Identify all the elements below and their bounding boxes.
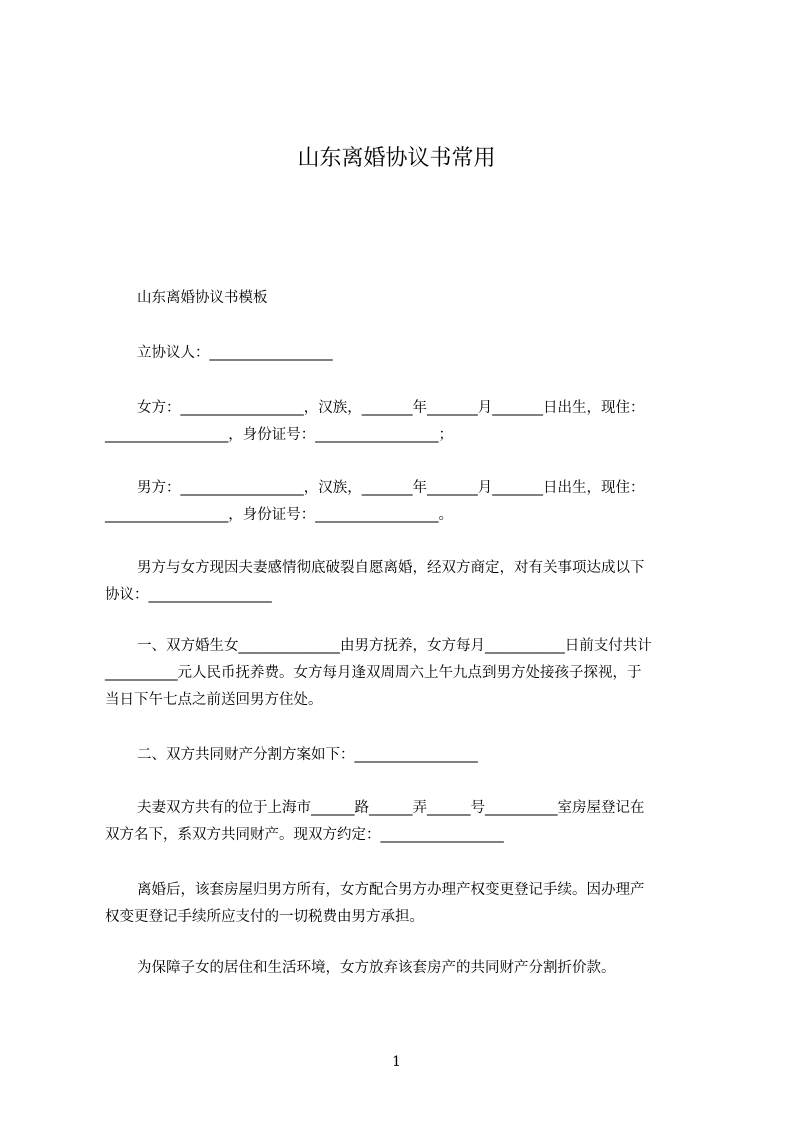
paragraph-agreement-intro [105, 555, 705, 609]
paragraph-line: 男方：_________________，汉族，_______年_______月_______日出生，现住： [137, 480, 645, 496]
paragraph-line: 离婚后，该套房屋归男方所有，女方配合男方办理产权变更登记手续。因办理产 [137, 882, 645, 898]
paragraph-line: 男方与女方现因夫妻感情彻底破裂自愿离婚，经双方商定，对有关事项达成以下 [137, 560, 645, 576]
paragraph-children-housing [105, 955, 705, 982]
paragraph-line: 双方名下，系双方共同财产。现双方约定：_________________ [105, 827, 504, 843]
paragraph-line: 夫妻双方共有的位于上海市______路______弄______号__________室房屋登记在 [137, 800, 645, 816]
paragraph-line: 山东离婚协议书模板 [137, 290, 268, 306]
paragraph-parties [105, 340, 705, 367]
paragraph-line: __________元人民币抚养费。女方每月逢双周周六上午九点到男方处接孩子探视，于 [105, 665, 642, 681]
paragraph-template-name [105, 285, 705, 312]
paragraph-husband-info [105, 475, 705, 529]
paragraph-line: _________________，身份证号：_________________； [105, 427, 453, 443]
paragraph-line: _________________，身份证号：_________________。 [105, 507, 453, 523]
document-title: 山东离婚协议书常用 [297, 146, 496, 171]
paragraph-line: 当日下午七点之前送回男方住处。 [105, 692, 323, 708]
paragraph-line: 二、双方共同财产分割方案如下：_________________ [137, 747, 478, 763]
paragraph-line: 协议：_________________ [105, 587, 272, 603]
paragraph-clause-two [105, 742, 705, 769]
paragraph-wife-info [105, 395, 705, 449]
paragraph-clause-one [105, 633, 705, 714]
paragraph-line: 权变更登记手续所应支付的一切税费由男方承担。 [105, 909, 424, 925]
page-number: 1 [392, 1054, 401, 1070]
paragraph-line: 立协议人：_________________ [137, 345, 333, 361]
paragraph-after-divorce [105, 877, 705, 931]
paragraph-line: 女方：_________________，汉族，_______年_______月_______日出生，现住： [137, 400, 645, 416]
paragraph-property [105, 795, 705, 849]
paragraph-line: 一、双方婚生女______________由男方抚养，女方每月___________日前支付共计 [137, 638, 652, 654]
paragraph-line: 为保障子女的居住和生活环境，女方放弃该套房产的共同财产分割折价款。 [137, 960, 616, 976]
